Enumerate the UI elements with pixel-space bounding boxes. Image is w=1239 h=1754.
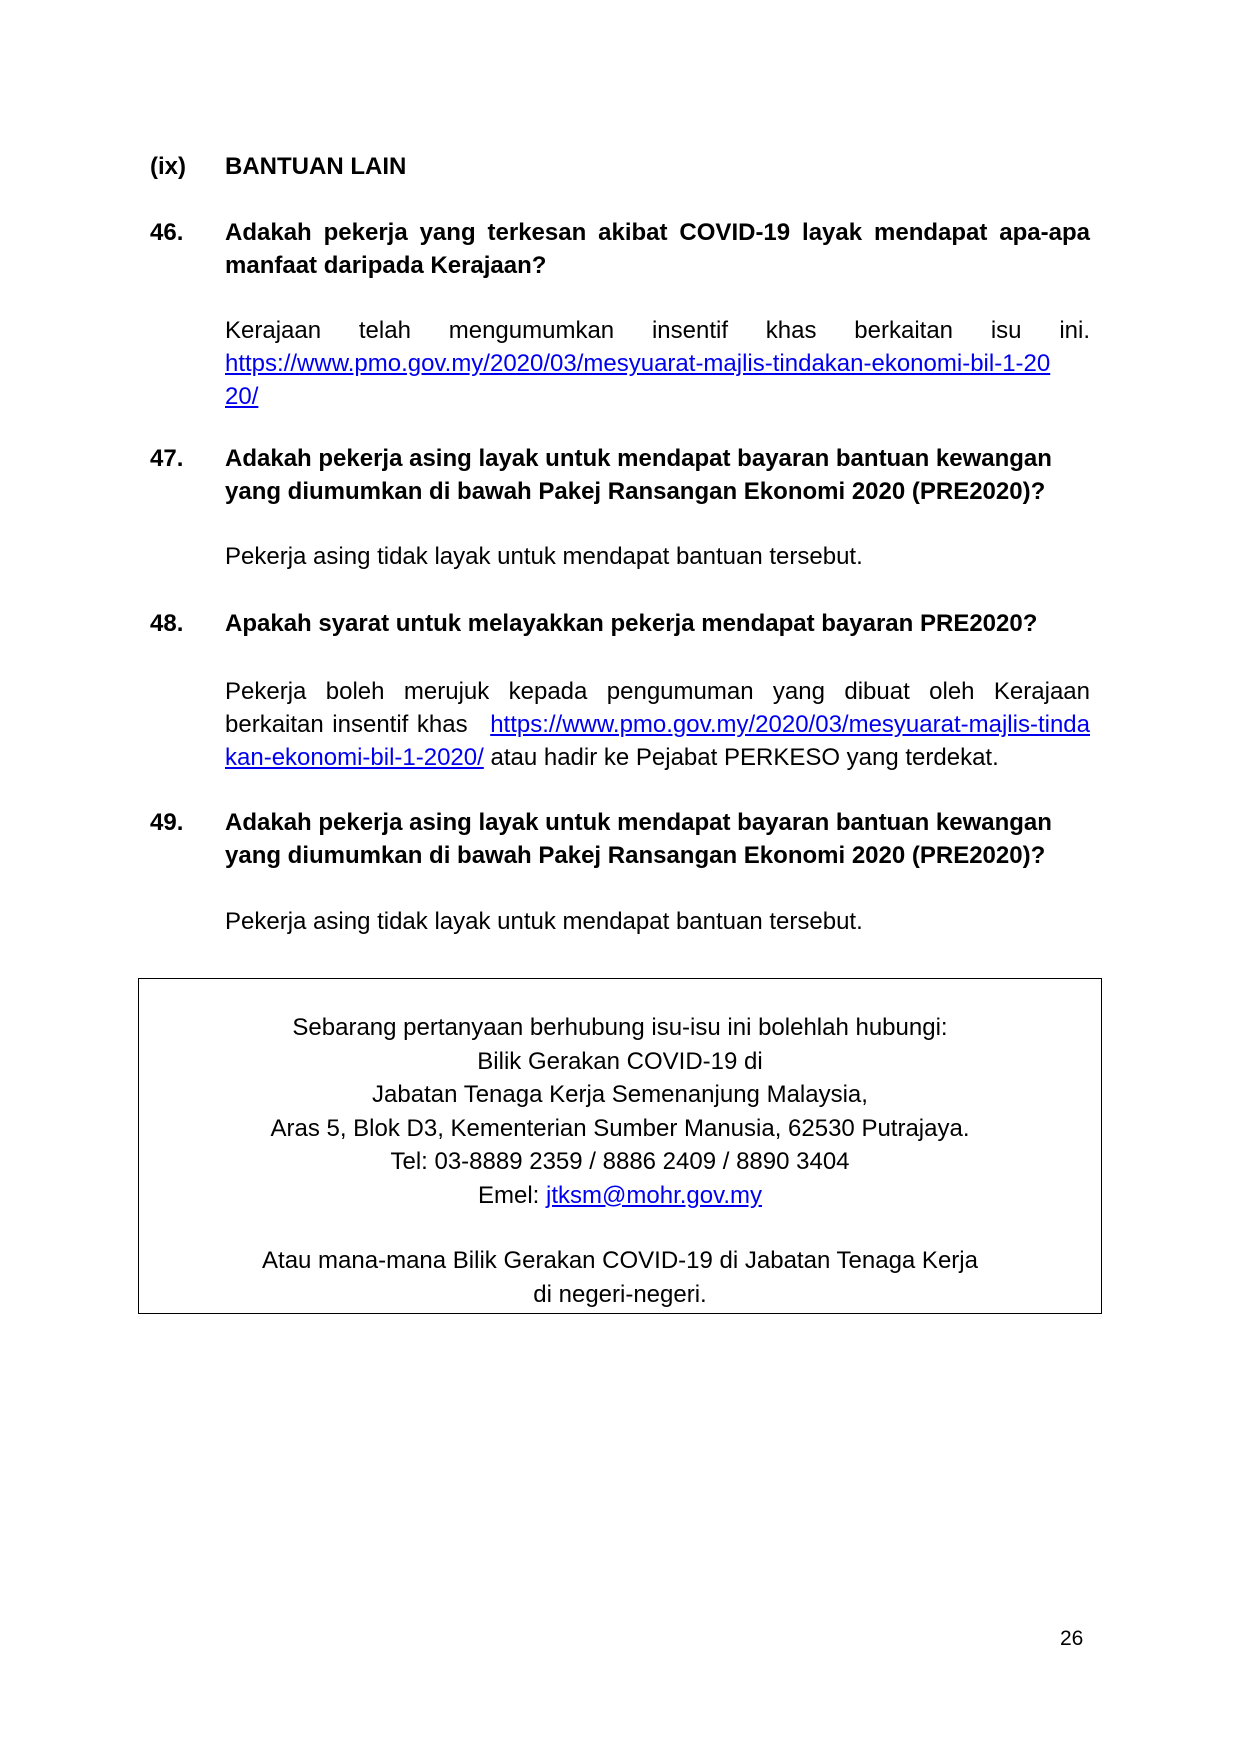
answer-49 bbox=[225, 905, 1090, 938]
question-number: 49. bbox=[150, 809, 184, 836]
question-text: Adakah pekerja asing layak untuk mendapat bayaran bantuan kewangan yang diumumkan di bawah Pakej Ransangan Ekonomi 2020 (PRE2020)? bbox=[225, 445, 1052, 505]
contact-intro: Sebarang pertanyaan berhubung isu-isu ini bolehlah hubungi: bbox=[292, 1014, 948, 1041]
answer-text: Pekerja asing tidak layak untuk mendapat bantuan tersebut. bbox=[225, 543, 863, 570]
answer-46 bbox=[225, 314, 1090, 413]
answer-text: Pekerja boleh merujuk kepada pengumuman yang dibuat oleh Kerajaan berkaitan insentif khas bbox=[225, 678, 1090, 738]
question-number: 46. bbox=[150, 219, 184, 246]
contact-department: Jabatan Tenaga Kerja Semenanjung Malaysia, bbox=[372, 1081, 868, 1108]
contact-office: Bilik Gerakan COVID-19 di bbox=[477, 1047, 763, 1075]
contact-phone: Tel: 03-8889 2359 / 8886 2409 / 8890 3404 bbox=[390, 1148, 850, 1175]
answer-47 bbox=[225, 540, 1090, 573]
page-number: 26 bbox=[1060, 1627, 1084, 1650]
answer-text: Kerajaan telah mengumumkan insentif khas berkaitan isu ini. bbox=[225, 317, 1090, 344]
contact-details bbox=[139, 1011, 1101, 1311]
contact-address: Aras 5, Blok D3, Kementerian Sumber Manusia, 62530 Putrajaya. bbox=[270, 1114, 970, 1142]
contact-box bbox=[138, 978, 1102, 1314]
pmo-announcement-link[interactable]: https://www.pmo.gov.my/2020/03/mesyuarat-majlis-tindakan-ekonomi-bil-1-2020/ bbox=[225, 711, 1090, 771]
contact-footer-line-2: di negeri-negeri. bbox=[533, 1280, 707, 1308]
section-title: BANTUAN LAIN bbox=[225, 153, 407, 180]
question-text: Adakah pekerja asing layak untuk mendapat bayaran bantuan kewangan yang diumumkan di bawah Pakej Ransangan Ekonomi 2020 (PRE2020)? bbox=[225, 809, 1052, 869]
email-link[interactable]: jtksm@mohr.gov.my bbox=[546, 1181, 762, 1209]
email-label: Emel: bbox=[478, 1181, 540, 1209]
answer-text: Pekerja asing tidak layak untuk mendapat bantuan tersebut. bbox=[225, 908, 863, 935]
question-text: Apakah syarat untuk melayakkan pekerja mendapat bayaran PRE2020? bbox=[225, 610, 1038, 637]
question-text: Adakah pekerja yang terkesan akibat COVID-19 layak mendapat apa-apa manfaat daripada Kerajaan? bbox=[225, 219, 1090, 279]
section-number: (ix) bbox=[150, 153, 186, 180]
contact-email-row bbox=[139, 1179, 1101, 1213]
pmo-announcement-link[interactable]: https://www.pmo.gov.my/2020/03/mesyuarat-majlis-tindakan-ekonomi-bil-1-2020/ bbox=[225, 350, 1051, 410]
question-number: 48. bbox=[150, 610, 184, 637]
question-number: 47. bbox=[150, 445, 184, 472]
answer-text-after: atau hadir ke Pejabat PERKESO yang terdekat. bbox=[490, 744, 999, 771]
answer-48 bbox=[225, 675, 1090, 774]
contact-footer-line-1: Atau mana-mana Bilik Gerakan COVID-19 di Jabatan Tenaga Kerja bbox=[262, 1247, 978, 1274]
